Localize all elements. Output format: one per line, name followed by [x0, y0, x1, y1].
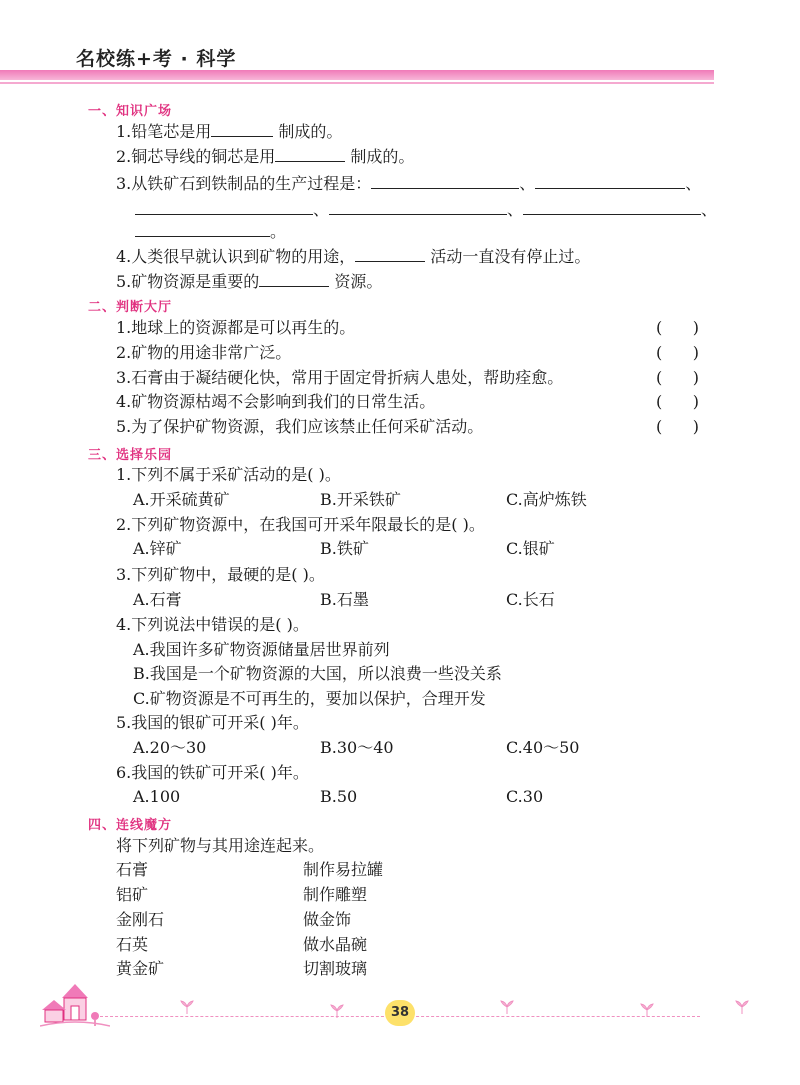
answer-blank[interactable]	[135, 198, 313, 215]
answer-blank[interactable]	[211, 120, 273, 137]
fill-question-5: 5.矿物资源是重要的 资源。	[116, 272, 383, 291]
fill-question-2: 2.铜芯导线的铜芯是用 制成的。	[116, 147, 415, 166]
header-divider	[0, 70, 714, 80]
choice-option-a[interactable]: A.100	[133, 787, 181, 806]
page-header-title: 名校练+考 · 科学	[76, 48, 237, 70]
match-right-item[interactable]: 制作易拉罐	[303, 860, 384, 879]
choice-option-b[interactable]: B.我国是一个矿物资源的大国，所以浪费一些没关系	[133, 664, 502, 683]
match-left-item[interactable]: 铝矿	[116, 885, 149, 904]
judge-answer-bracket[interactable]: ( )	[656, 318, 699, 337]
answer-blank[interactable]	[535, 172, 685, 189]
match-right-item[interactable]: 做水晶碗	[303, 935, 368, 954]
section-heading-knowledge: 一、知识广场	[88, 104, 173, 119]
choice-option-b[interactable]: B.铁矿	[320, 539, 369, 558]
sprout-icon	[735, 1000, 749, 1014]
answer-blank[interactable]	[135, 220, 270, 237]
sprout-icon	[500, 1000, 514, 1014]
choice-option-a[interactable]: A.开采硫黄矿	[133, 490, 230, 509]
choice-question-6: 6.我国的铁矿可开采( )年。	[116, 763, 309, 782]
judge-item: 5.为了保护矿物资源，我们应该禁止任何采矿活动。	[116, 417, 484, 436]
section-heading-matching: 四、连线魔方	[88, 818, 173, 833]
choice-question-1: 1.下列不属于采矿活动的是( )。	[116, 465, 341, 484]
judge-answer-bracket[interactable]: ( )	[656, 343, 699, 362]
choice-question-2: 2.下列矿物资源中，在我国可开采年限最长的是( )。	[116, 515, 485, 534]
match-left-item[interactable]: 金刚石	[116, 910, 165, 929]
house-icon	[40, 980, 110, 1030]
match-left-item[interactable]: 石膏	[116, 860, 149, 879]
answer-blank[interactable]	[371, 172, 519, 189]
answer-blank[interactable]	[259, 270, 329, 287]
match-left-item[interactable]: 石英	[116, 935, 149, 954]
judge-answer-bracket[interactable]: ( )	[656, 368, 699, 387]
fill-question-3: 3.从铁矿石到铁制品的生产过程是： 、 、	[116, 174, 702, 193]
match-left-item[interactable]: 黄金矿	[116, 959, 165, 978]
choice-option-a[interactable]: A.锌矿	[133, 539, 182, 558]
choice-option-b[interactable]: B.开采铁矿	[320, 490, 401, 509]
choice-question-4: 4.下列说法中错误的是( )。	[116, 615, 309, 634]
judge-answer-bracket[interactable]: ( )	[656, 417, 699, 436]
choice-option-c[interactable]: C.40～50	[506, 738, 580, 757]
matching-instruction: 将下列矿物与其用途连起来。	[116, 836, 325, 855]
header-divider-thin	[0, 82, 714, 84]
page-number: 38	[385, 1000, 415, 1026]
choice-option-b[interactable]: B.50	[320, 787, 358, 806]
answer-blank[interactable]	[329, 198, 507, 215]
judge-item: 3.石膏由于凝结硬化快，常用于固定骨折病人患处，帮助痊愈。	[116, 368, 564, 387]
choice-option-b[interactable]: B.30～40	[320, 738, 394, 757]
sprout-icon	[180, 1000, 194, 1014]
judge-answer-bracket[interactable]: ( )	[656, 392, 699, 411]
judge-item: 4.矿物资源枯竭不会影响到我们的日常生活。	[116, 392, 436, 411]
section-heading-judgment: 二、判断大厅	[88, 300, 173, 315]
answer-blank[interactable]	[275, 145, 345, 162]
choice-option-a[interactable]: A.20～30	[133, 738, 207, 757]
match-right-item[interactable]: 制作雕塑	[303, 885, 368, 904]
fill-question-3-end: 。	[135, 220, 286, 242]
choice-option-c[interactable]: C.30	[506, 787, 544, 806]
judge-item: 2.矿物的用途非常广泛。	[116, 343, 292, 362]
match-right-item[interactable]: 做金饰	[303, 910, 352, 929]
choice-option-b[interactable]: B.石墨	[320, 590, 369, 609]
choice-option-a[interactable]: A.我国许多矿物资源储量居世界前列	[133, 640, 390, 659]
choice-question-5: 5.我国的银矿可开采( )年。	[116, 713, 309, 732]
fill-question-1: 1.铅笔芯是用 制成的。	[116, 122, 343, 141]
choice-option-c[interactable]: C.长石	[506, 590, 555, 609]
judge-item: 1.地球上的资源都是可以再生的。	[116, 318, 356, 337]
section-heading-choice: 三、选择乐园	[88, 448, 173, 463]
fill-question-3-cont: 、 、 、	[135, 198, 717, 220]
choice-option-a[interactable]: A.石膏	[133, 590, 182, 609]
sprout-icon	[640, 1003, 654, 1017]
fill-question-4: 4.人类很早就认识到矿物的用途， 活动一直没有停止过。	[116, 247, 591, 266]
choice-question-3: 3.下列矿物中，最硬的是( )。	[116, 565, 325, 584]
choice-option-c[interactable]: C.矿物资源是不可再生的，要加以保护，合理开发	[133, 689, 486, 708]
choice-option-c[interactable]: C.银矿	[506, 539, 555, 558]
answer-blank[interactable]	[523, 198, 701, 215]
answer-blank[interactable]	[355, 245, 425, 262]
choice-option-c[interactable]: C.高炉炼铁	[506, 490, 587, 509]
match-right-item[interactable]: 切割玻璃	[303, 959, 368, 978]
